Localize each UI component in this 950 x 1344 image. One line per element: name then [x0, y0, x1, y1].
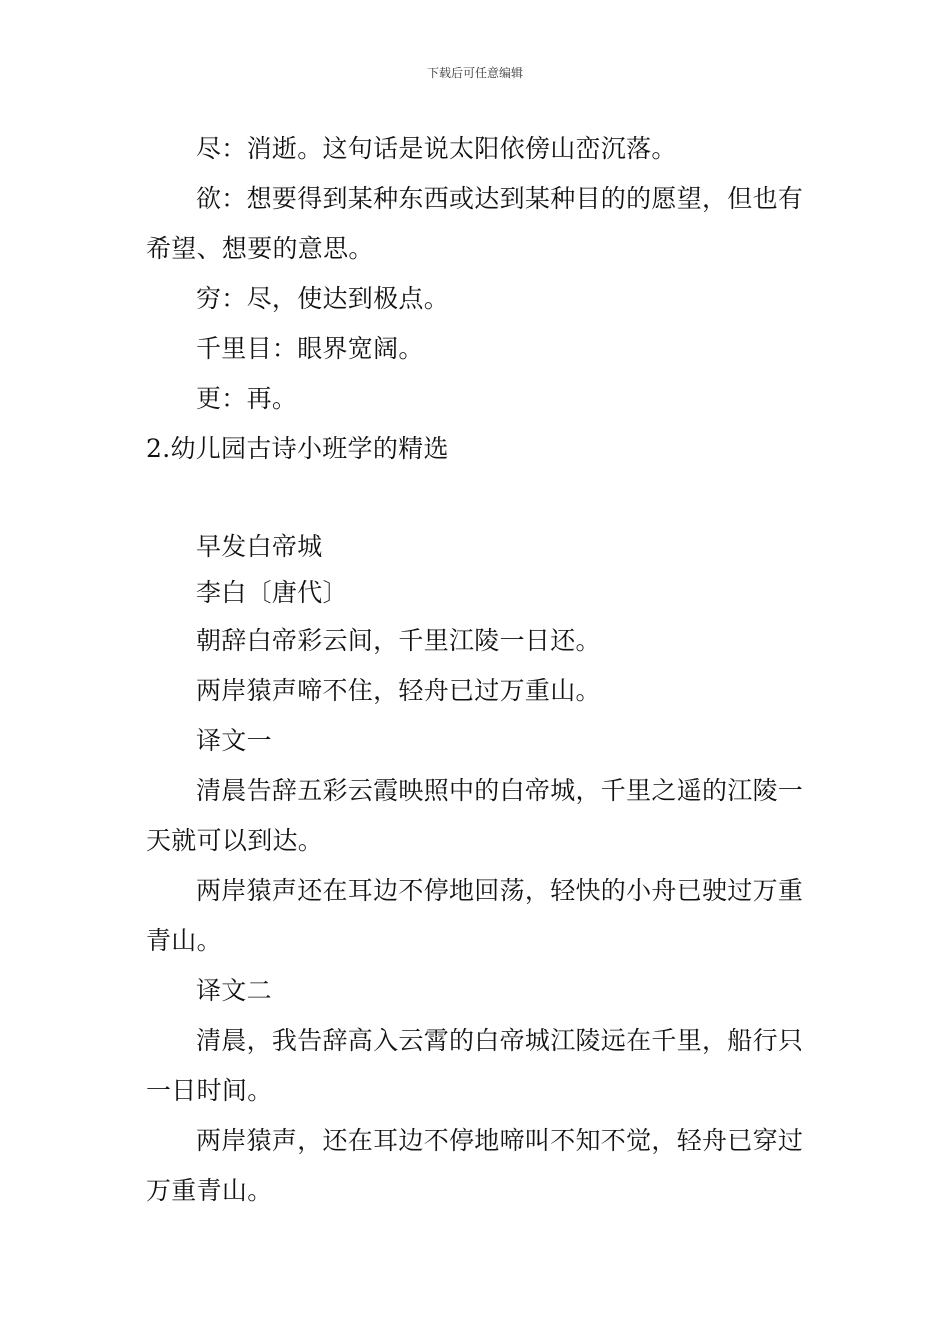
annotation-qianlimu: 千里目：眼界宽阔。 [196, 334, 424, 363]
translation-1-title: 译文一 [196, 726, 272, 755]
document-body [146, 124, 808, 1216]
translation-2-title: 译文二 [196, 976, 272, 1005]
page-header-note: 下载后可任意编辑 [426, 66, 523, 80]
poem-line-1: 朝辞白帝彩云间，千里江陵一日还。 [196, 626, 601, 655]
blank-line [146, 474, 808, 524]
annotation-geng: 更：再。 [196, 384, 298, 413]
translation-2-paragraph-1: 清晨，我告辞高入云霄的白帝城江陵远在千里，船行只一日时间。 [146, 1026, 804, 1105]
poem-title: 早发白帝城 [196, 532, 323, 561]
poem-line-2: 两岸猿声啼不住，轻舟已过万重山。 [196, 676, 601, 705]
section-title: 2.幼儿园古诗小班学的精选 [146, 434, 449, 463]
translation-1-paragraph-1: 清晨告辞五彩云霞映照中的白帝城，千里之遥的江陵一天就可以到达。 [146, 776, 804, 855]
annotation-jin: 尽：消逝。这句话是说太阳依傍山峦沉落。 [196, 134, 677, 163]
translation-2-paragraph-2: 两岸猿声，还在耳边不停地啼叫不知不觉，轻舟已穿过万重青山。 [146, 1126, 804, 1205]
poem-author: 李白〔唐代〕 [196, 578, 348, 607]
annotation-yu: 欲：想要得到某种东西或达到某种目的的愿望，但也有希望、想要的意思。 [146, 184, 804, 263]
annotation-qiong: 穷：尽，使达到极点。 [196, 284, 450, 313]
translation-1-paragraph-2: 两岸猿声还在耳边不停地回荡，轻快的小舟已驶过万重青山。 [146, 876, 804, 955]
